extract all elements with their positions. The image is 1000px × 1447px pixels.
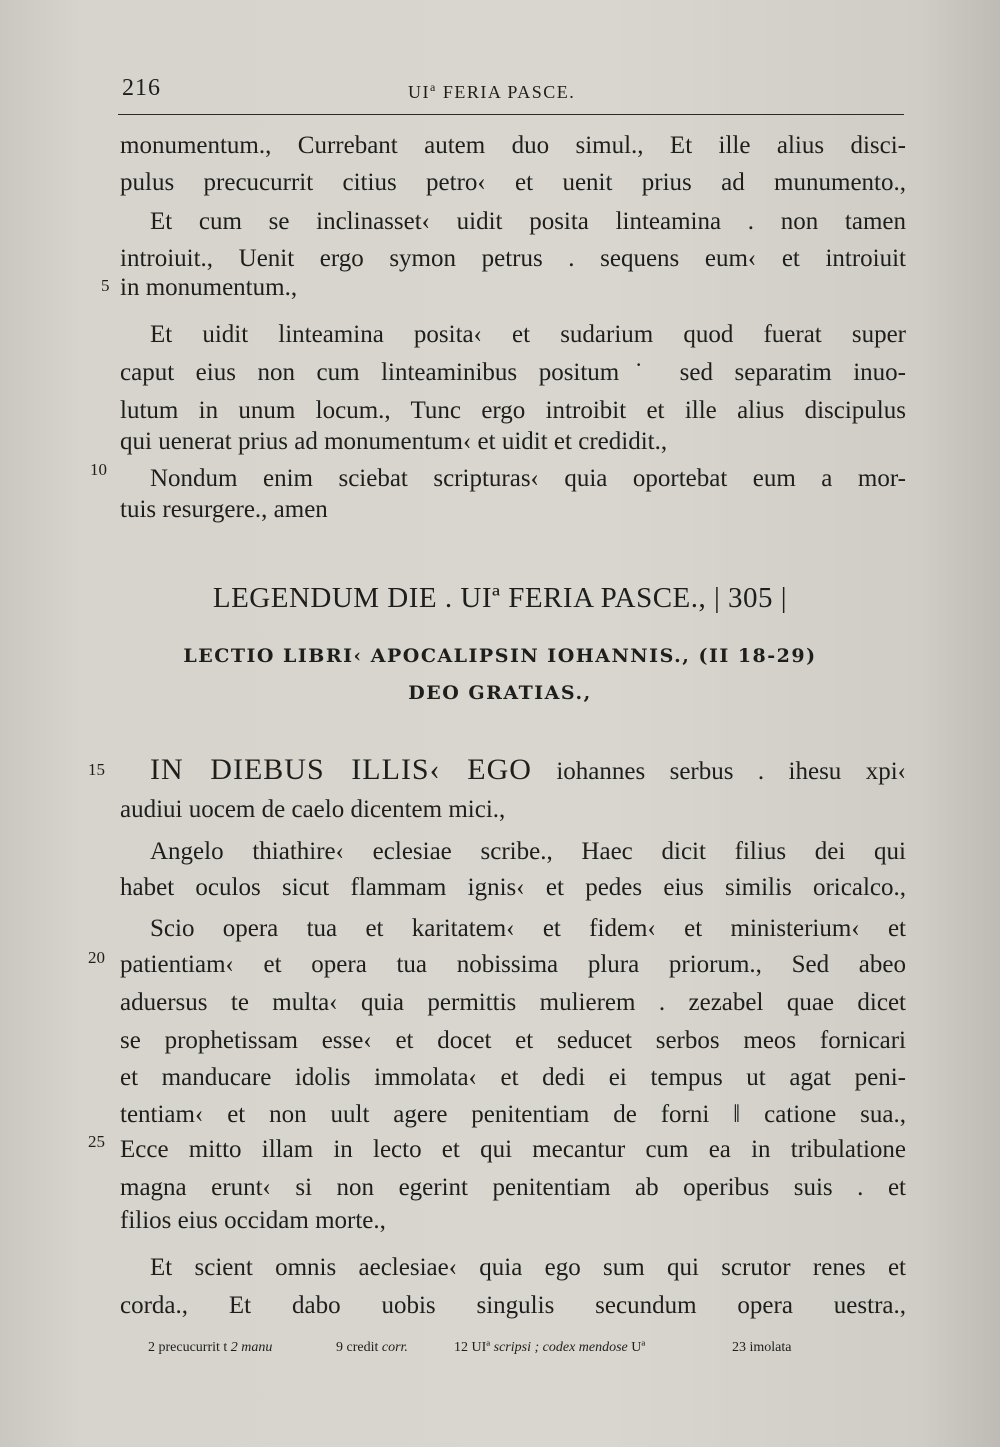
text-line: patientiam‹ et opera tua nobissima plura priorum., Sed abeo [120, 951, 906, 978]
footnote [454, 1333, 645, 1363]
initial-caps: IN DIEBUS ILLIS‹ EGO [150, 753, 532, 786]
text-line: corda., Et dabo uobis singulis secundum opera uestra., [120, 1292, 906, 1319]
text-line: lutum in unum locum., Tunc ergo introibit et ille alius discipulus [120, 397, 906, 424]
text-span: iohannes serbus . ihesu xpi‹ [556, 758, 906, 785]
running-title-roman: UI [408, 82, 430, 102]
footnote: 23 imolata [732, 1340, 792, 1355]
footnote [336, 1333, 408, 1363]
line-number: 15 [88, 760, 105, 779]
footnote-text: 9 credit [336, 1340, 379, 1355]
running-head [0, 70, 1000, 110]
text-line: Ecce mitto illam in lecto et qui mecantur cum ea in tribulatione [120, 1136, 906, 1163]
line-number: 20 [88, 948, 105, 967]
footnotes [148, 1333, 848, 1363]
text-line: se prophetissam esse‹ et docet et seducet serbos meos fornicari [120, 1027, 906, 1054]
text-line: Nondum enim sciebat scripturas‹ quia oportebat eum a mor- [150, 465, 906, 492]
footnote-text: Uª [631, 1340, 646, 1355]
text-line: filios eius occidam morte., [120, 1207, 386, 1234]
footnote-text: 2 precucurrit t [148, 1340, 228, 1355]
text-line: et manducare idolis immolata‹ et dedi ei tempus ut agat peni- [120, 1064, 906, 1091]
header-rule [118, 114, 904, 115]
footnote-italic: 2 manu [230, 1340, 273, 1355]
line-number: 10 [90, 460, 107, 479]
text-line: Scio opera tua et karitatem‹ et fidem‹ et ministerium‹ et [150, 915, 906, 942]
page-number: 216 [122, 75, 161, 101]
text-line: in monumentum., [120, 274, 298, 301]
text-line [120, 752, 906, 788]
text-line: monumentum., Currebant autem duo simul., Et ille alius disci- [120, 132, 906, 159]
running-title-rest: FERIA PASCE. [436, 82, 576, 102]
running-title [408, 80, 575, 103]
section-subtitle: LECTIO LIBRI‹ APOCALIPSIN IOHANNIS., (II 18-29) [183, 645, 817, 667]
text-line: pulus precucurrit citius petro‹ et uenit prius ad munumento., [120, 169, 906, 196]
text-line: Et cum se inclinasset‹ uidit posita linteamina . non tamen [150, 208, 906, 235]
text-line: habet oculos sicut flammam ignis‹ et pedes eius similis oricalco., [120, 874, 906, 901]
text-line: qui uenerat prius ad monumentum‹ et uidit et credidit., [120, 428, 668, 455]
text-line: tentiam‹ et non uult agere penitentiam de forni ‖ catione sua., [120, 1101, 906, 1128]
section-subtitle: DEO GRATIAS., [408, 682, 592, 704]
text-line: Et scient omnis aeclesiae‹ quia ego sum qui scrutor renes et [150, 1254, 906, 1281]
text-line: Et uidit linteamina posita‹ et sudarium quod fuerat super [150, 321, 906, 348]
footnote-italic: corr. [381, 1340, 408, 1355]
text-line: introiuit., Uenit ergo symon petrus . sequens eum‹ et introiuit [120, 245, 906, 272]
text-line: Angelo thiathire‹ eclesiae scribe., Haec dicit filius dei qui [150, 838, 906, 865]
text-line: magna erunt‹ si non egerint penitentiam ab operibus suis . et [120, 1174, 906, 1201]
text-line: caput eius non cum linteaminibus positum˙ sed separatim inuo- [120, 359, 906, 386]
line-number: 5 [101, 276, 110, 295]
footnote-italic: scripsi ; codex mendose [493, 1340, 628, 1355]
footnote [148, 1333, 272, 1363]
line-number: 25 [88, 1132, 105, 1151]
section-title: LEGENDUM DIE . UIª FERIA PASCE., | 305 | [212, 582, 788, 614]
text-line: aduersus te multa‹ quia permittis mulierem . zezabel quae dicet [120, 989, 906, 1016]
text-line: audiui uocem de caelo dicentem mici., [120, 796, 506, 823]
text-line: tuis resurgere., amen [120, 496, 328, 523]
running-title-sup: a [430, 80, 437, 94]
footnote-text: 12 UIª [454, 1340, 491, 1355]
